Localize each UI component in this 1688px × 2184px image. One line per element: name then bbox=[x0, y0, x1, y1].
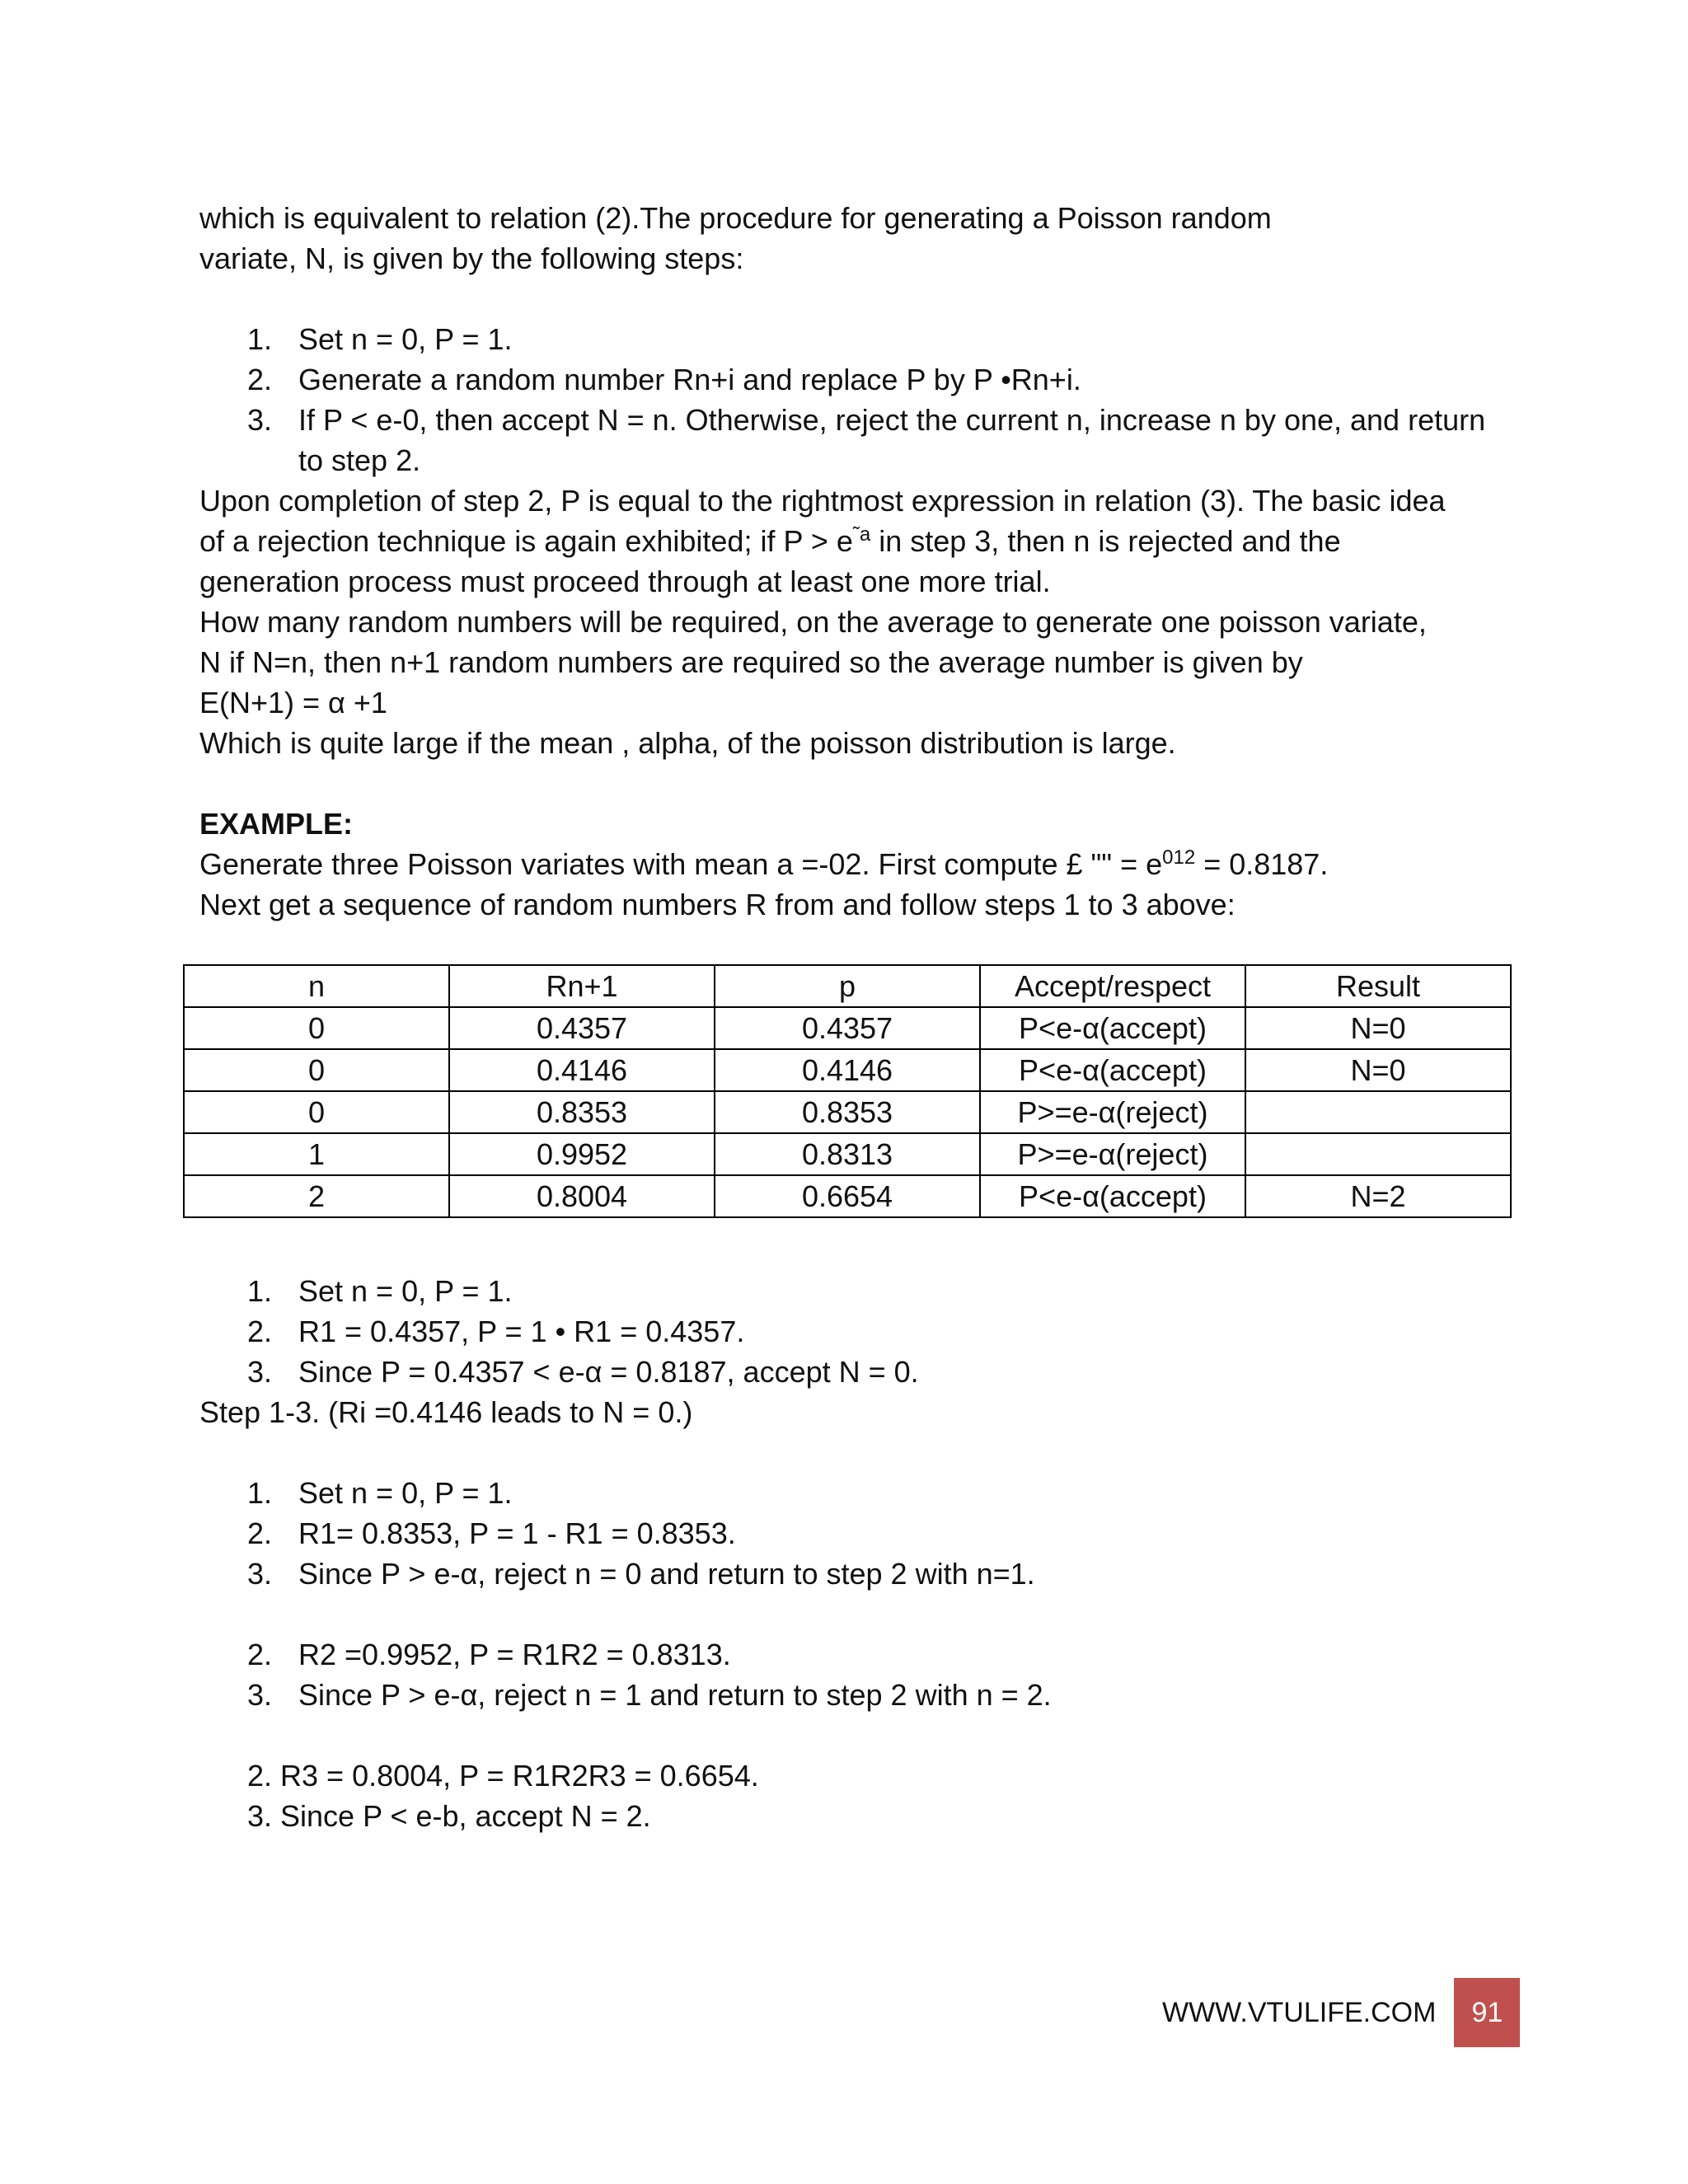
table-cell: 1 bbox=[184, 1133, 449, 1175]
run4-line-1: 2. R3 = 0.8004, P = R1R2R3 = 0.6654. bbox=[247, 1759, 759, 1793]
table-cell: P>=e-α(reject) bbox=[980, 1133, 1245, 1175]
run-step: 3. Since P = 0.4357 < e-α = 0.8187, accept N = 0. bbox=[247, 1355, 919, 1389]
para2-line-2: N if N=n, then n+1 random numbers are required so the average number is given by bbox=[199, 645, 1303, 679]
run-step: 3. Since P > e-α, reject n = 0 and return to step 2 with n=1. bbox=[247, 1557, 1035, 1591]
table-cell: 0.6654 bbox=[715, 1175, 980, 1217]
run-step: 1. Set n = 0, P = 1. bbox=[247, 1274, 513, 1308]
table-cell: 0.4357 bbox=[449, 1007, 715, 1049]
table-header-row bbox=[184, 965, 1511, 1007]
run-step: 1. Set n = 0, P = 1. bbox=[247, 1476, 513, 1510]
table-header-cell: n bbox=[184, 965, 449, 1007]
example-line-1: Generate three Poisson variates with mean a =-02. First compute £ "" = $e^{012} = 0.8187$. bbox=[199, 846, 1329, 881]
intro-line-1: which is equivalent to relation (2).The procedure for generating a Poisson random bbox=[199, 201, 1272, 235]
example-heading: EXAMPLE: bbox=[199, 807, 354, 841]
run4-line-2: 3. Since P < e-b, accept N = 2. bbox=[247, 1799, 651, 1833]
table-cell: 0.4146 bbox=[449, 1049, 715, 1091]
table-row bbox=[184, 1091, 1511, 1133]
procedure-step: 1. Set n = 0, P = 1. bbox=[247, 322, 513, 356]
table-cell: N=0 bbox=[1245, 1007, 1511, 1049]
run-step: 2. R1= 0.8353, P = 1 - R1 = 0.8353. bbox=[247, 1516, 736, 1550]
table-row bbox=[184, 1133, 1511, 1175]
table-cell: 0 bbox=[184, 1007, 449, 1049]
table-header-cell: p bbox=[715, 965, 980, 1007]
intro-line-2: variate, N, is given by the following steps: bbox=[199, 241, 744, 275]
table-cell: 0.8004 bbox=[449, 1175, 715, 1217]
worked-example bbox=[199, 1271, 1518, 1836]
run-step: 2. R2 =0.9952, P = R1R2 = 0.8313. bbox=[247, 1638, 731, 1671]
para2-line-4: Which is quite large if the mean , alpha, of the poisson distribution is large. bbox=[199, 726, 1176, 760]
para2-line-1: How many random numbers will be required, on the average to generate one poisson variate, bbox=[199, 605, 1427, 639]
run-step: 3. Since P > e-α, reject n = 1 and return to step 2 with n = 2. bbox=[247, 1678, 1052, 1712]
table-cell: 0.8313 bbox=[715, 1133, 980, 1175]
para2-line-3: E(N+1) = α +1 bbox=[199, 686, 387, 719]
run2-steps bbox=[199, 1473, 1518, 1594]
para1-line-3: generation process must proceed through at least one more trial. bbox=[199, 565, 1051, 598]
table-cell: 0.4357 bbox=[715, 1007, 980, 1049]
para1-line-2: of a rejection technique is again exhibited; if $P > e^{˜a}$ in step 3, then n is rejected and the bbox=[199, 523, 1341, 558]
table-cell: P<e-α(accept) bbox=[980, 1049, 1245, 1091]
table-cell: P>=e-α(reject) bbox=[980, 1091, 1245, 1133]
example-table bbox=[183, 964, 1512, 1218]
table-row bbox=[184, 1049, 1511, 1091]
table-cell: 2 bbox=[184, 1175, 449, 1217]
table-cell: 0.8353 bbox=[715, 1091, 980, 1133]
footer-site-link[interactable]: WWW.VTULIFE.COM bbox=[1162, 1996, 1437, 2028]
page-footer bbox=[1162, 1978, 1520, 2047]
procedure-steps bbox=[199, 319, 1518, 480]
table-row bbox=[184, 1007, 1511, 1049]
table-cell bbox=[1245, 1133, 1511, 1175]
table-cell: N=0 bbox=[1245, 1049, 1511, 1091]
table-cell: P<e-α(accept) bbox=[980, 1175, 1245, 1217]
table-cell: 0.8353 bbox=[449, 1091, 715, 1133]
table-cell: 0 bbox=[184, 1049, 449, 1091]
procedure-step: 3. If P < e-0, then accept N = n. Otherwise, reject the current n, increase n by one, and return to step 2. bbox=[247, 403, 1486, 477]
table-header-cell: Result bbox=[1245, 965, 1511, 1007]
table-cell: 0.4146 bbox=[715, 1049, 980, 1091]
table-cell bbox=[1245, 1091, 1511, 1133]
table-header-cell: Accept/respect bbox=[980, 965, 1245, 1007]
table-cell: P<e-α(accept) bbox=[980, 1007, 1245, 1049]
run1-note: Step 1-3. (Ri =0.4146 leads to N = 0.) bbox=[199, 1395, 693, 1429]
table-cell: 0.9952 bbox=[449, 1133, 715, 1175]
example-line-2: Next get a sequence of random numbers R from and follow steps 1 to 3 above: bbox=[199, 888, 1236, 921]
body-text bbox=[199, 198, 1518, 925]
table-row bbox=[184, 1175, 1511, 1217]
table-header-cell: Rn+1 bbox=[449, 965, 715, 1007]
table-cell: 0 bbox=[184, 1091, 449, 1133]
run-step: 2. R1 = 0.4357, P = 1 • R1 = 0.4357. bbox=[247, 1315, 745, 1348]
procedure-step: 2. Generate a random number Rn+i and replace P by P •Rn+i. bbox=[247, 363, 1081, 396]
run3-steps bbox=[199, 1634, 1518, 1715]
run1-steps bbox=[199, 1271, 1518, 1392]
para1-line-1: Upon completion of step 2, P is equal to the rightmost expression in relation (3). The basic idea bbox=[199, 484, 1446, 518]
page-number: 91 bbox=[1454, 1978, 1520, 2047]
table-cell: N=2 bbox=[1245, 1175, 1511, 1217]
